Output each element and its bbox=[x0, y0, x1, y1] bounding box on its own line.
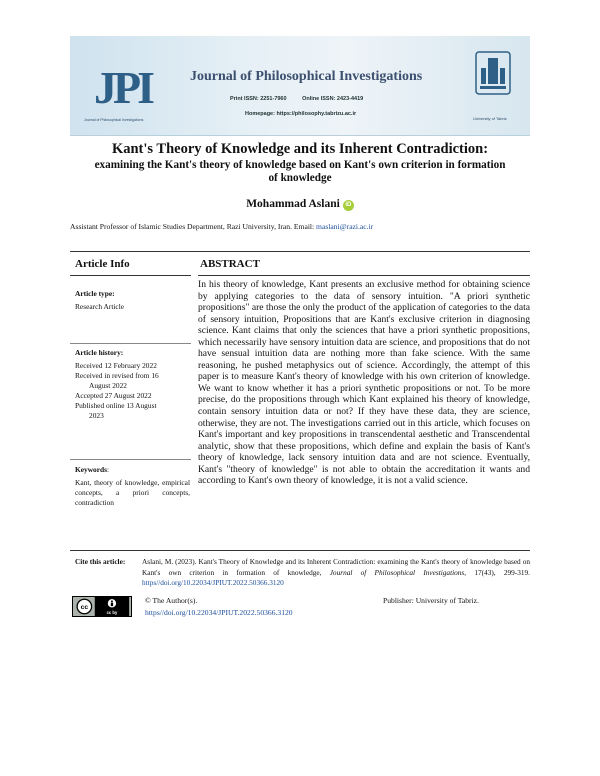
author-name: Mohammad Aslani bbox=[246, 198, 340, 210]
citation-details: , 17(43), 299-319. bbox=[464, 567, 530, 577]
journal-logo-text: JPI bbox=[94, 62, 151, 113]
author bbox=[70, 198, 530, 211]
publisher: Publisher: University of Tabriz. bbox=[383, 596, 479, 605]
license-badge-text: cc by bbox=[106, 609, 118, 615]
citation-text bbox=[142, 557, 530, 589]
abstract-heading-divider bbox=[198, 275, 530, 276]
cc-by-license-icon[interactable] bbox=[72, 596, 132, 617]
accepted-date: Accepted 27 August 2022 bbox=[75, 391, 152, 400]
article-info-heading: Article Info bbox=[75, 258, 130, 270]
keywords-label bbox=[75, 465, 190, 475]
abstract-heading: ABSTRACT bbox=[200, 258, 260, 270]
doi-link[interactable]: https//doi.org/10.22034/JPIUT.2022.50366.3120 bbox=[145, 608, 293, 617]
orcid-icon[interactable]: iD bbox=[343, 200, 354, 211]
top-divider bbox=[70, 251, 530, 252]
print-issn: Print ISSN: 2251-7960 bbox=[230, 96, 287, 102]
issn-line bbox=[230, 96, 377, 102]
keywords-colon: : bbox=[107, 465, 110, 474]
author-email-link[interactable]: maslani@razi.ac.ir bbox=[316, 222, 374, 231]
paper-subtitle: examining the Kant's theory of knowledge based on Kant's own criterion in formation of knowledge bbox=[94, 159, 506, 184]
article-type-value: Research Article bbox=[75, 302, 125, 311]
abstract-text: In his theory of knowledge, Kant presents an exclusive method for obtaining science by applying categories to the data of sensory intuition. "A priori synthetic propositions" are those the only the product of the application of categories to the data of sensory intuition, Propositions that are Kant's exclusive criterion in diagnosing science. Kant claims that only the sciences that have a priori synthetic propositions, which necessarily have sensory intuition data are science, and propositions that do not have sensual intuition data are nothing more than fake science. With the same reasoning, he pushed metaphysics out of science. Accordingly, the attempt of this paper is to measure Kant's theory of knowledge with his own criterion of knowledge. We want to know whether it has a priori synthetic propositions or not. To be more precise, do the propositions through which Kant explained his theory of knowledge, contain sensory intuition data or not? If they have these data, they are science, otherwise, they are not. The investigations carried out in this article, which focuses on Kant's important and key propositions in transcendental aesthetic and Transcendental analytic, show that these propositions, which define and explain the basis of Kant's theory of knowledge, lack sensory intuition data and are not science. Eventually, Kant's "theory of knowledge" is not able to obtain the accreditation it wants and according to Kant's own theory of knowledge, it is not a valid science. bbox=[198, 279, 530, 487]
citation-doi-link[interactable]: https//doi.org/10.22034/JPIUT.2022.50366.3120 bbox=[142, 578, 284, 587]
university-logo bbox=[468, 48, 518, 104]
info-divider-1 bbox=[70, 343, 191, 344]
copyright: © The Author(s). bbox=[145, 596, 198, 605]
journal-logo bbox=[88, 48, 158, 118]
article-type-block bbox=[75, 289, 190, 312]
info-heading-divider bbox=[70, 275, 191, 276]
journal-logo-caption: Journal of Philosophical Investigations bbox=[84, 118, 144, 122]
journal-banner bbox=[70, 36, 530, 136]
article-type-label: Article type: bbox=[75, 289, 115, 298]
journal-title: Journal of Philosophical Investigations bbox=[190, 69, 423, 84]
keywords-block bbox=[75, 465, 190, 508]
svg-text:cc: cc bbox=[80, 604, 89, 612]
affiliation bbox=[70, 222, 540, 231]
keywords-label-text: Keywords bbox=[75, 465, 108, 474]
info-divider-2 bbox=[70, 459, 191, 460]
bottom-divider bbox=[70, 550, 530, 551]
revised-date: Received in revised from 16 August 2022 bbox=[75, 371, 159, 390]
citation-label: Cite this article: bbox=[75, 557, 126, 566]
keywords: Kant, theory of knowledge, empirical concepts, a priori concepts, contradiction bbox=[75, 478, 190, 507]
paper-title: Kant's Theory of Knowledge and its Inherent Contradiction: bbox=[111, 141, 489, 157]
university-logo-caption: University of Tabriz bbox=[473, 116, 507, 121]
online-issn: Online ISSN: 2423-4419 bbox=[302, 96, 364, 102]
affiliation-text: Assistant Professor of Islamic Studies Department, Razi University, Iran. Email: bbox=[70, 222, 317, 231]
published-date: Published online 13 August 2023 bbox=[75, 401, 157, 420]
article-history-block bbox=[75, 348, 190, 421]
received-date: Received 12 February 2022 bbox=[75, 361, 157, 370]
article-history-label: Article history: bbox=[75, 348, 124, 357]
homepage-link[interactable]: Homepage: https://philosophy.tabrizu.ac.ir bbox=[245, 111, 357, 117]
citation-body: Aslani, M. (2023). Kant's Theory of Knowledge and its Inherent Contradiction: examining the Kant's theory of knowledge based on Kant's own criterion in formation of knowledge, bbox=[142, 557, 530, 577]
citation-journal: Journal of Philosophical Investigations bbox=[329, 567, 465, 577]
